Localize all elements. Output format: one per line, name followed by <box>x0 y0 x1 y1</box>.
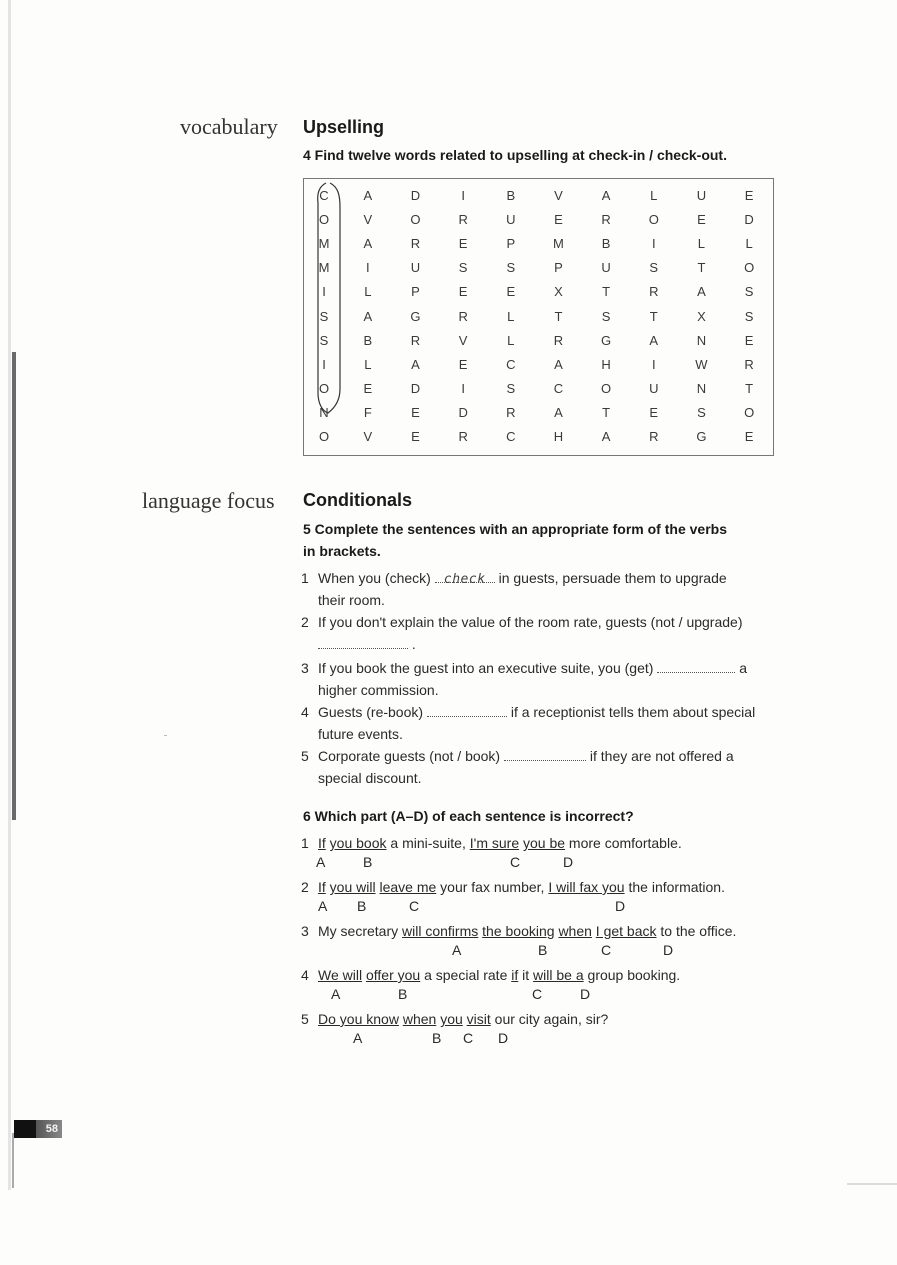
ex5-sentence-text: a <box>735 660 748 676</box>
scan-binding-shadow <box>12 352 16 820</box>
word-search-cell[interactable]: B <box>506 187 516 203</box>
ex6-text: your fax number, <box>436 879 549 895</box>
word-search-cell[interactable]: S <box>601 308 611 324</box>
ex6-sentence-3 <box>301 920 801 942</box>
word-search-cell[interactable]: S <box>697 405 706 421</box>
word-search-cell[interactable]: L <box>364 356 372 372</box>
ex6-text: a special rate <box>420 967 512 983</box>
word-search-cell[interactable]: E <box>506 284 516 300</box>
word-search-cell[interactable]: E <box>744 187 754 203</box>
letter-b: B <box>363 854 373 870</box>
word-search-row <box>304 304 773 328</box>
word-search-cell[interactable]: C <box>506 429 516 445</box>
word-search-cell[interactable]: O <box>601 381 612 397</box>
word-search-row <box>304 425 773 449</box>
ex5-sentence-continuation: their room. <box>318 592 385 608</box>
letter-a: A <box>318 898 328 914</box>
word-search-cell[interactable]: H <box>601 356 611 372</box>
word-search-cell[interactable]: B <box>363 332 373 348</box>
word-search-cell[interactable]: D <box>410 187 421 203</box>
ex6-sentence-4 <box>301 964 801 986</box>
ex6-part-c: you <box>440 1011 463 1027</box>
word-search-cell[interactable]: L <box>364 284 372 300</box>
word-search-cell[interactable]: I <box>322 356 326 372</box>
word-search-cell[interactable]: A <box>554 405 563 421</box>
letter-b: B <box>398 986 408 1002</box>
handwritten-answer: check <box>443 572 486 587</box>
ex6-letters-5 <box>301 1030 801 1052</box>
word-search-cell[interactable]: R <box>649 284 659 300</box>
scan-edge-mark <box>847 1183 897 1185</box>
word-search-cell[interactable]: N <box>696 381 707 397</box>
ex6-sentence-2 <box>301 876 801 898</box>
ex5-sentence-text: if a receptionist tells them about special <box>506 704 756 720</box>
ex5-answer-blank[interactable] <box>657 660 735 673</box>
word-search-cell[interactable]: E <box>458 235 468 251</box>
word-search-cell[interactable]: N <box>696 332 707 348</box>
word-search-cell[interactable]: E <box>363 381 373 397</box>
ex5-sentence-continuation: higher commission. <box>318 682 439 698</box>
ex6-part-b: offer you <box>365 967 421 983</box>
letter-a: A <box>452 942 462 958</box>
ex6-sentence-number: 4 <box>301 967 309 983</box>
word-search-cell[interactable]: I <box>366 260 370 276</box>
ex6-part-b: you book <box>329 835 387 851</box>
word-search-cell[interactable]: E <box>744 332 754 348</box>
scan-edge <box>8 0 11 1190</box>
word-search-cell[interactable]: A <box>363 308 373 324</box>
word-search-cell[interactable]: O <box>410 211 421 227</box>
word-search-cell[interactable]: M <box>553 235 564 251</box>
letter-a: A <box>331 986 341 1002</box>
word-search-cell[interactable]: T <box>697 260 706 276</box>
word-search-cell[interactable]: S <box>649 260 659 276</box>
word-search-row <box>304 401 773 425</box>
exercise-6-instruction: 6 Which part (A–D) of each sentence is incorrect? <box>303 808 634 824</box>
word-search-cell[interactable]: E <box>554 211 563 227</box>
word-search-row <box>304 352 773 376</box>
ex6-part-d: I will fax you <box>548 879 625 895</box>
ex6-part-a: Do you know <box>318 1011 399 1027</box>
word-search-cell[interactable]: G <box>696 429 707 445</box>
ex6-part-a: If <box>318 879 326 895</box>
exercise-4-instruction: 4 Find twelve words related to upselling at check-in / check-out. <box>303 147 727 163</box>
language-focus-title: Conditionals <box>303 490 412 510</box>
letter-c: C <box>409 898 420 914</box>
letter-b: B <box>357 898 367 914</box>
ex5-answer-blank[interactable] <box>504 748 586 761</box>
word-search-cell[interactable]: O <box>318 381 330 397</box>
ex6-sentence-5 <box>301 1008 801 1030</box>
word-search-cell[interactable]: R <box>458 429 468 445</box>
letter-b: B <box>538 942 548 958</box>
word-search-cell[interactable]: R <box>506 405 516 421</box>
letter-d: D <box>615 898 626 914</box>
ex5-answer-blank[interactable] <box>318 636 408 649</box>
ex5-sentence-number: 1 <box>301 570 309 586</box>
ex5-answer-blank[interactable] <box>435 567 495 587</box>
word-search-cell[interactable]: G <box>410 308 421 324</box>
word-search-cell[interactable]: A <box>649 332 659 348</box>
word-search-cell[interactable]: M <box>318 260 330 276</box>
word-search-cell[interactable]: L <box>507 332 515 348</box>
word-search-cell[interactable]: S <box>319 332 329 348</box>
letter-c: C <box>510 854 521 870</box>
word-search-cell[interactable]: I <box>461 381 465 397</box>
letter-c: C <box>463 1030 474 1046</box>
word-search-cell[interactable]: L <box>745 235 753 251</box>
ex6-text: our city again, sir? <box>490 1011 609 1027</box>
word-search-row <box>304 280 773 304</box>
word-search-cell[interactable]: S <box>506 381 516 397</box>
ex6-text: group booking. <box>583 967 681 983</box>
word-search-cell[interactable]: E <box>649 405 659 421</box>
letter-c: C <box>601 942 612 958</box>
word-search-cell[interactable]: C <box>319 187 329 203</box>
ex6-text: more comfortable. <box>565 835 682 851</box>
word-search-cell[interactable]: E <box>411 429 420 445</box>
ex6-text: the information. <box>624 879 725 895</box>
word-search-cell[interactable]: U <box>410 260 421 276</box>
ex6-part-c: leave me <box>379 879 437 895</box>
ex6-part-c: if <box>511 967 519 983</box>
word-search-row <box>304 231 773 255</box>
word-search-cell[interactable]: C <box>506 356 516 372</box>
scan-edge-mark <box>12 1133 14 1188</box>
word-search-cell[interactable]: A <box>363 235 373 251</box>
word-search-cell[interactable]: I <box>651 356 656 372</box>
letter-d: D <box>498 1030 509 1046</box>
word-search-cell[interactable]: R <box>553 332 564 348</box>
word-search-cell[interactable]: D <box>744 211 754 227</box>
ex5-sentence-number: 5 <box>301 748 309 764</box>
word-search-cell[interactable]: N <box>319 405 329 421</box>
ex6-text: to the office. <box>656 923 737 939</box>
handwritten-circle-mark <box>312 181 346 417</box>
ex6-letters-1 <box>301 854 801 876</box>
word-search-cell[interactable]: T <box>745 381 754 397</box>
word-search-cell[interactable]: W <box>695 356 708 372</box>
ex6-sentence-1 <box>301 832 801 854</box>
word-search-cell[interactable]: D <box>410 381 421 397</box>
ex6-letters-4 <box>301 986 801 1008</box>
language-focus-section-label: language focus <box>142 488 275 513</box>
exercise-5-instruction-line-1: 5 Complete the sentences with an appropriate form of the verbs <box>303 521 727 537</box>
word-search-cell[interactable]: T <box>602 284 611 300</box>
ex5-sentence-text: in guests, persuade them to upgrade <box>494 570 727 586</box>
ex5-sentence-2 <box>301 611 801 657</box>
ex5-sentence-text: Corporate guests (not / book) <box>318 748 504 764</box>
word-search-cell[interactable]: S <box>319 308 329 324</box>
ex5-sentence-end: . <box>411 636 416 652</box>
ex6-sentence-number: 5 <box>301 1011 309 1027</box>
word-search-cell[interactable]: P <box>554 260 563 276</box>
ex6-part-a: If <box>318 835 326 851</box>
word-search-cell[interactable]: S <box>506 260 516 276</box>
ex6-part-c: I'm sure <box>469 835 520 851</box>
word-search-cell[interactable]: A <box>554 356 563 372</box>
ex6-text: a mini-suite, <box>386 835 470 851</box>
ex5-sentence-number: 4 <box>301 704 309 720</box>
ex6-part-b: the booking <box>482 923 555 939</box>
ex5-sentence-3 <box>301 657 801 701</box>
ex6-part-d: will be a <box>533 967 584 983</box>
ex6-part-b: when <box>402 1011 437 1027</box>
word-search-cell[interactable]: C <box>553 381 564 397</box>
word-search-cell[interactable]: U <box>601 260 611 276</box>
word-search-cell[interactable]: L <box>697 235 706 251</box>
word-search-cell[interactable]: M <box>318 235 330 251</box>
letter-b: B <box>432 1030 442 1046</box>
word-search-cell[interactable]: X <box>697 308 706 324</box>
ex5-sentence-4 <box>301 701 801 745</box>
word-search-table <box>304 183 773 449</box>
word-search-cell[interactable]: V <box>363 429 373 445</box>
ex5-sentence-number: 3 <box>301 660 309 676</box>
word-search-cell[interactable]: R <box>458 211 468 227</box>
word-search-cell[interactable]: U <box>506 211 516 227</box>
ex6-part-a: We will <box>318 967 363 983</box>
word-search-cell[interactable]: S <box>744 284 754 300</box>
word-search-cell[interactable]: E <box>697 211 706 227</box>
scan-speck <box>164 735 167 736</box>
word-search-cell[interactable]: P <box>411 284 420 300</box>
word-search-cell[interactable]: F <box>363 405 372 421</box>
exercise-5-sentences <box>301 567 801 789</box>
word-search-cell[interactable]: O <box>318 429 330 445</box>
ex5-sentence-text: if they are not offered a <box>586 748 734 764</box>
exercise-6-sentences <box>301 832 801 1052</box>
word-search-cell[interactable]: R <box>649 429 659 445</box>
word-search-row <box>304 328 773 352</box>
ex5-sentence-1 <box>301 567 801 611</box>
word-search-cell[interactable]: L <box>650 187 658 203</box>
word-search-cell[interactable]: E <box>411 405 420 421</box>
word-search-cell[interactable]: A <box>601 429 611 445</box>
word-search-cell[interactable]: O <box>648 211 659 227</box>
word-search-grid <box>303 178 774 456</box>
ex6-sentence-number: 1 <box>301 835 309 851</box>
word-search-cell[interactable]: R <box>410 235 421 251</box>
word-search-cell[interactable]: U <box>696 187 707 203</box>
ex6-text: My secretary <box>318 923 403 939</box>
word-search-cell[interactable]: E <box>458 284 468 300</box>
word-search-cell[interactable]: O <box>744 405 755 421</box>
word-search-cell[interactable]: A <box>363 187 373 203</box>
word-search-cell[interactable]: B <box>601 235 611 251</box>
ex5-sentence-text: When you (check) <box>318 570 435 586</box>
ex6-sentence-number: 2 <box>301 879 309 895</box>
word-search-cell[interactable]: I <box>322 284 326 300</box>
letter-c: C <box>532 986 543 1002</box>
ex5-sentence-text: If you don't explain the value of the room rate, guests (not / upgrade) <box>318 614 743 630</box>
ex5-sentence-continuation: future events. <box>318 726 403 742</box>
ex6-sentence-number: 3 <box>301 923 309 939</box>
word-search-cell[interactable]: R <box>744 356 754 372</box>
word-search-cell[interactable]: T <box>602 405 611 421</box>
word-search-row <box>304 256 773 280</box>
ex6-part-a: will confirms <box>402 923 479 939</box>
word-search-cell[interactable]: I <box>461 187 465 203</box>
word-search-cell[interactable]: O <box>318 211 330 227</box>
word-search-cell[interactable]: L <box>507 308 515 324</box>
ex6-part-d: I get back <box>595 923 657 939</box>
word-search-cell[interactable]: G <box>601 332 612 348</box>
letter-d: D <box>580 986 591 1002</box>
ex6-text: it <box>518 967 534 983</box>
letter-d: D <box>663 942 674 958</box>
word-search-cell[interactable]: H <box>553 429 564 445</box>
ex6-letters-3 <box>301 942 801 964</box>
ex5-sentence-text: Guests (re-book) <box>318 704 427 720</box>
word-search-cell[interactable]: E <box>744 429 754 445</box>
word-search-cell[interactable]: V <box>458 332 468 348</box>
word-search-cell[interactable]: U <box>649 381 659 397</box>
word-search-cell[interactable]: V <box>363 211 373 227</box>
word-search-cell[interactable]: O <box>744 260 755 276</box>
vocabulary-title: Upselling <box>303 117 385 137</box>
letter-a: A <box>316 854 326 870</box>
ex5-sentence-number: 2 <box>301 614 309 630</box>
word-search-cell[interactable]: S <box>458 260 468 276</box>
word-search-cell[interactable]: X <box>554 284 563 300</box>
ex6-letters-2 <box>301 898 801 920</box>
word-search-cell[interactable]: I <box>651 235 656 251</box>
ex5-sentence-5 <box>301 745 801 789</box>
word-search-cell[interactable]: V <box>554 187 563 203</box>
word-search-cell[interactable]: A <box>411 356 420 372</box>
word-search-row <box>304 183 773 207</box>
ex6-part-d: you be <box>523 835 566 851</box>
ex5-sentence-continuation: special discount. <box>318 770 422 786</box>
word-search-cell[interactable]: S <box>744 308 754 324</box>
word-search-cell[interactable]: R <box>458 308 468 324</box>
word-search-cell[interactable]: P <box>506 235 516 251</box>
exercise-5-instruction <box>303 518 823 562</box>
page-number: 58 <box>14 1120 62 1138</box>
ex5-answer-blank[interactable] <box>427 704 507 717</box>
word-search-cell[interactable]: R <box>410 332 421 348</box>
ex6-part-d: visit <box>466 1011 491 1027</box>
word-search-row <box>304 207 773 231</box>
ex6-part-b: you will <box>329 879 376 895</box>
vocabulary-section-label: vocabulary <box>180 114 278 139</box>
letter-d: D <box>563 854 574 870</box>
ex5-sentence-text: If you book the guest into an executive suite, you (get) <box>318 660 658 676</box>
word-search-cell[interactable]: A <box>601 187 611 203</box>
word-search-cell[interactable]: R <box>601 211 611 227</box>
word-search-cell[interactable]: E <box>458 356 468 372</box>
exercise-5-instruction-line-2: in brackets. <box>303 543 381 559</box>
word-search-cell[interactable]: A <box>697 284 706 300</box>
letter-a: A <box>353 1030 363 1046</box>
ex6-part-c: when <box>558 923 592 939</box>
word-search-cell[interactable]: T <box>649 308 658 324</box>
word-search-cell[interactable]: T <box>554 308 563 324</box>
word-search-cell[interactable]: D <box>458 405 468 421</box>
word-search-row <box>304 377 773 401</box>
